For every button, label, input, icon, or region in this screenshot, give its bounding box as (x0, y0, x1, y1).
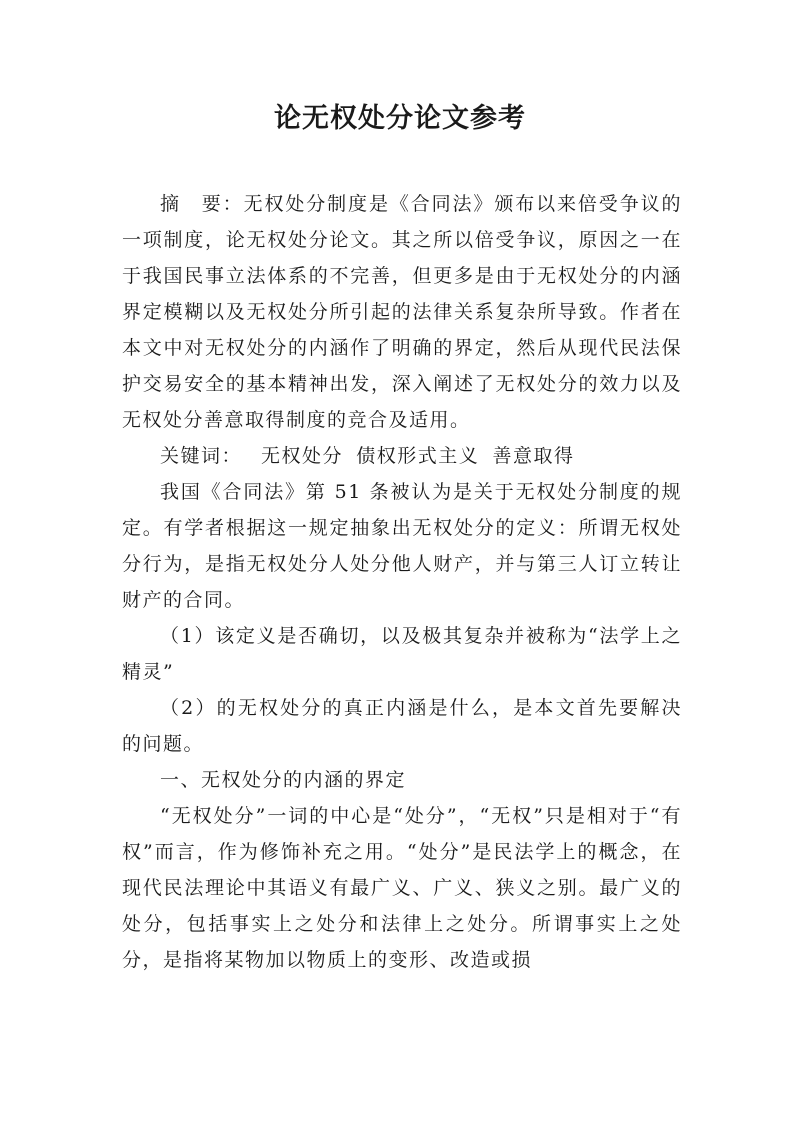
body-paragraph-2: （1）该定义是否确切，以及极其复杂并被称为“法学上之精灵” (122, 625, 682, 683)
keywords-label: 关键词： (160, 445, 243, 467)
abstract-paragraph: 摘 要：无权处分制度是《合同法》颁布以来倍受争议的一项制度，论无权处分论文。其之所以倍受争议，原因之一在于我国民事立法体系的不完善，但更多是由于无权处分的内涵界定模糊以及无权处分所引起的法律关系复杂所导致。作者在本文中对无权处分的内涵作了明确的界定，然后从现代民法保护交易安全的基本精神出发，深入阐述了无权处分的效力以及无权处分善意取得制度的竞合及适用。 (122, 193, 682, 431)
body-paragraph-4: “无权处分”一词的中心是“处分”，“无权”只是相对于“有权”而言，作为修饰补充之用。“处分”是民法学上的概念，在现代民法理论中其语义有最广义、广义、狭义之别。最广义的处分，包括事实上之处分和法律上之处分。所谓事实上之处分，是指将某物加以物质上的变形、改造或损 (122, 805, 682, 971)
keyword-item: 善意取得 (492, 445, 575, 467)
keyword-item: 无权处分 (261, 445, 344, 467)
keyword-item: 债权形式主义 (356, 445, 480, 467)
keywords-line (122, 438, 682, 474)
body-paragraph-3: （2）的无权处分的真正内涵是什么，是本文首先要解决的问题。 (122, 697, 682, 755)
document-title: 论无权处分论文参考 (274, 103, 526, 134)
section-heading: 一、无权处分的内涵的界定 (160, 769, 407, 791)
document-body (122, 186, 682, 978)
body-paragraph-1: 我国《合同法》第 51 条被认为是关于无权处分制度的规定。有学者根据这一规定抽象出无权处分的定义：所谓无权处分行为，是指无权处分人处分他人财产，并与第三人订立转让财产的合同。 (122, 481, 682, 611)
